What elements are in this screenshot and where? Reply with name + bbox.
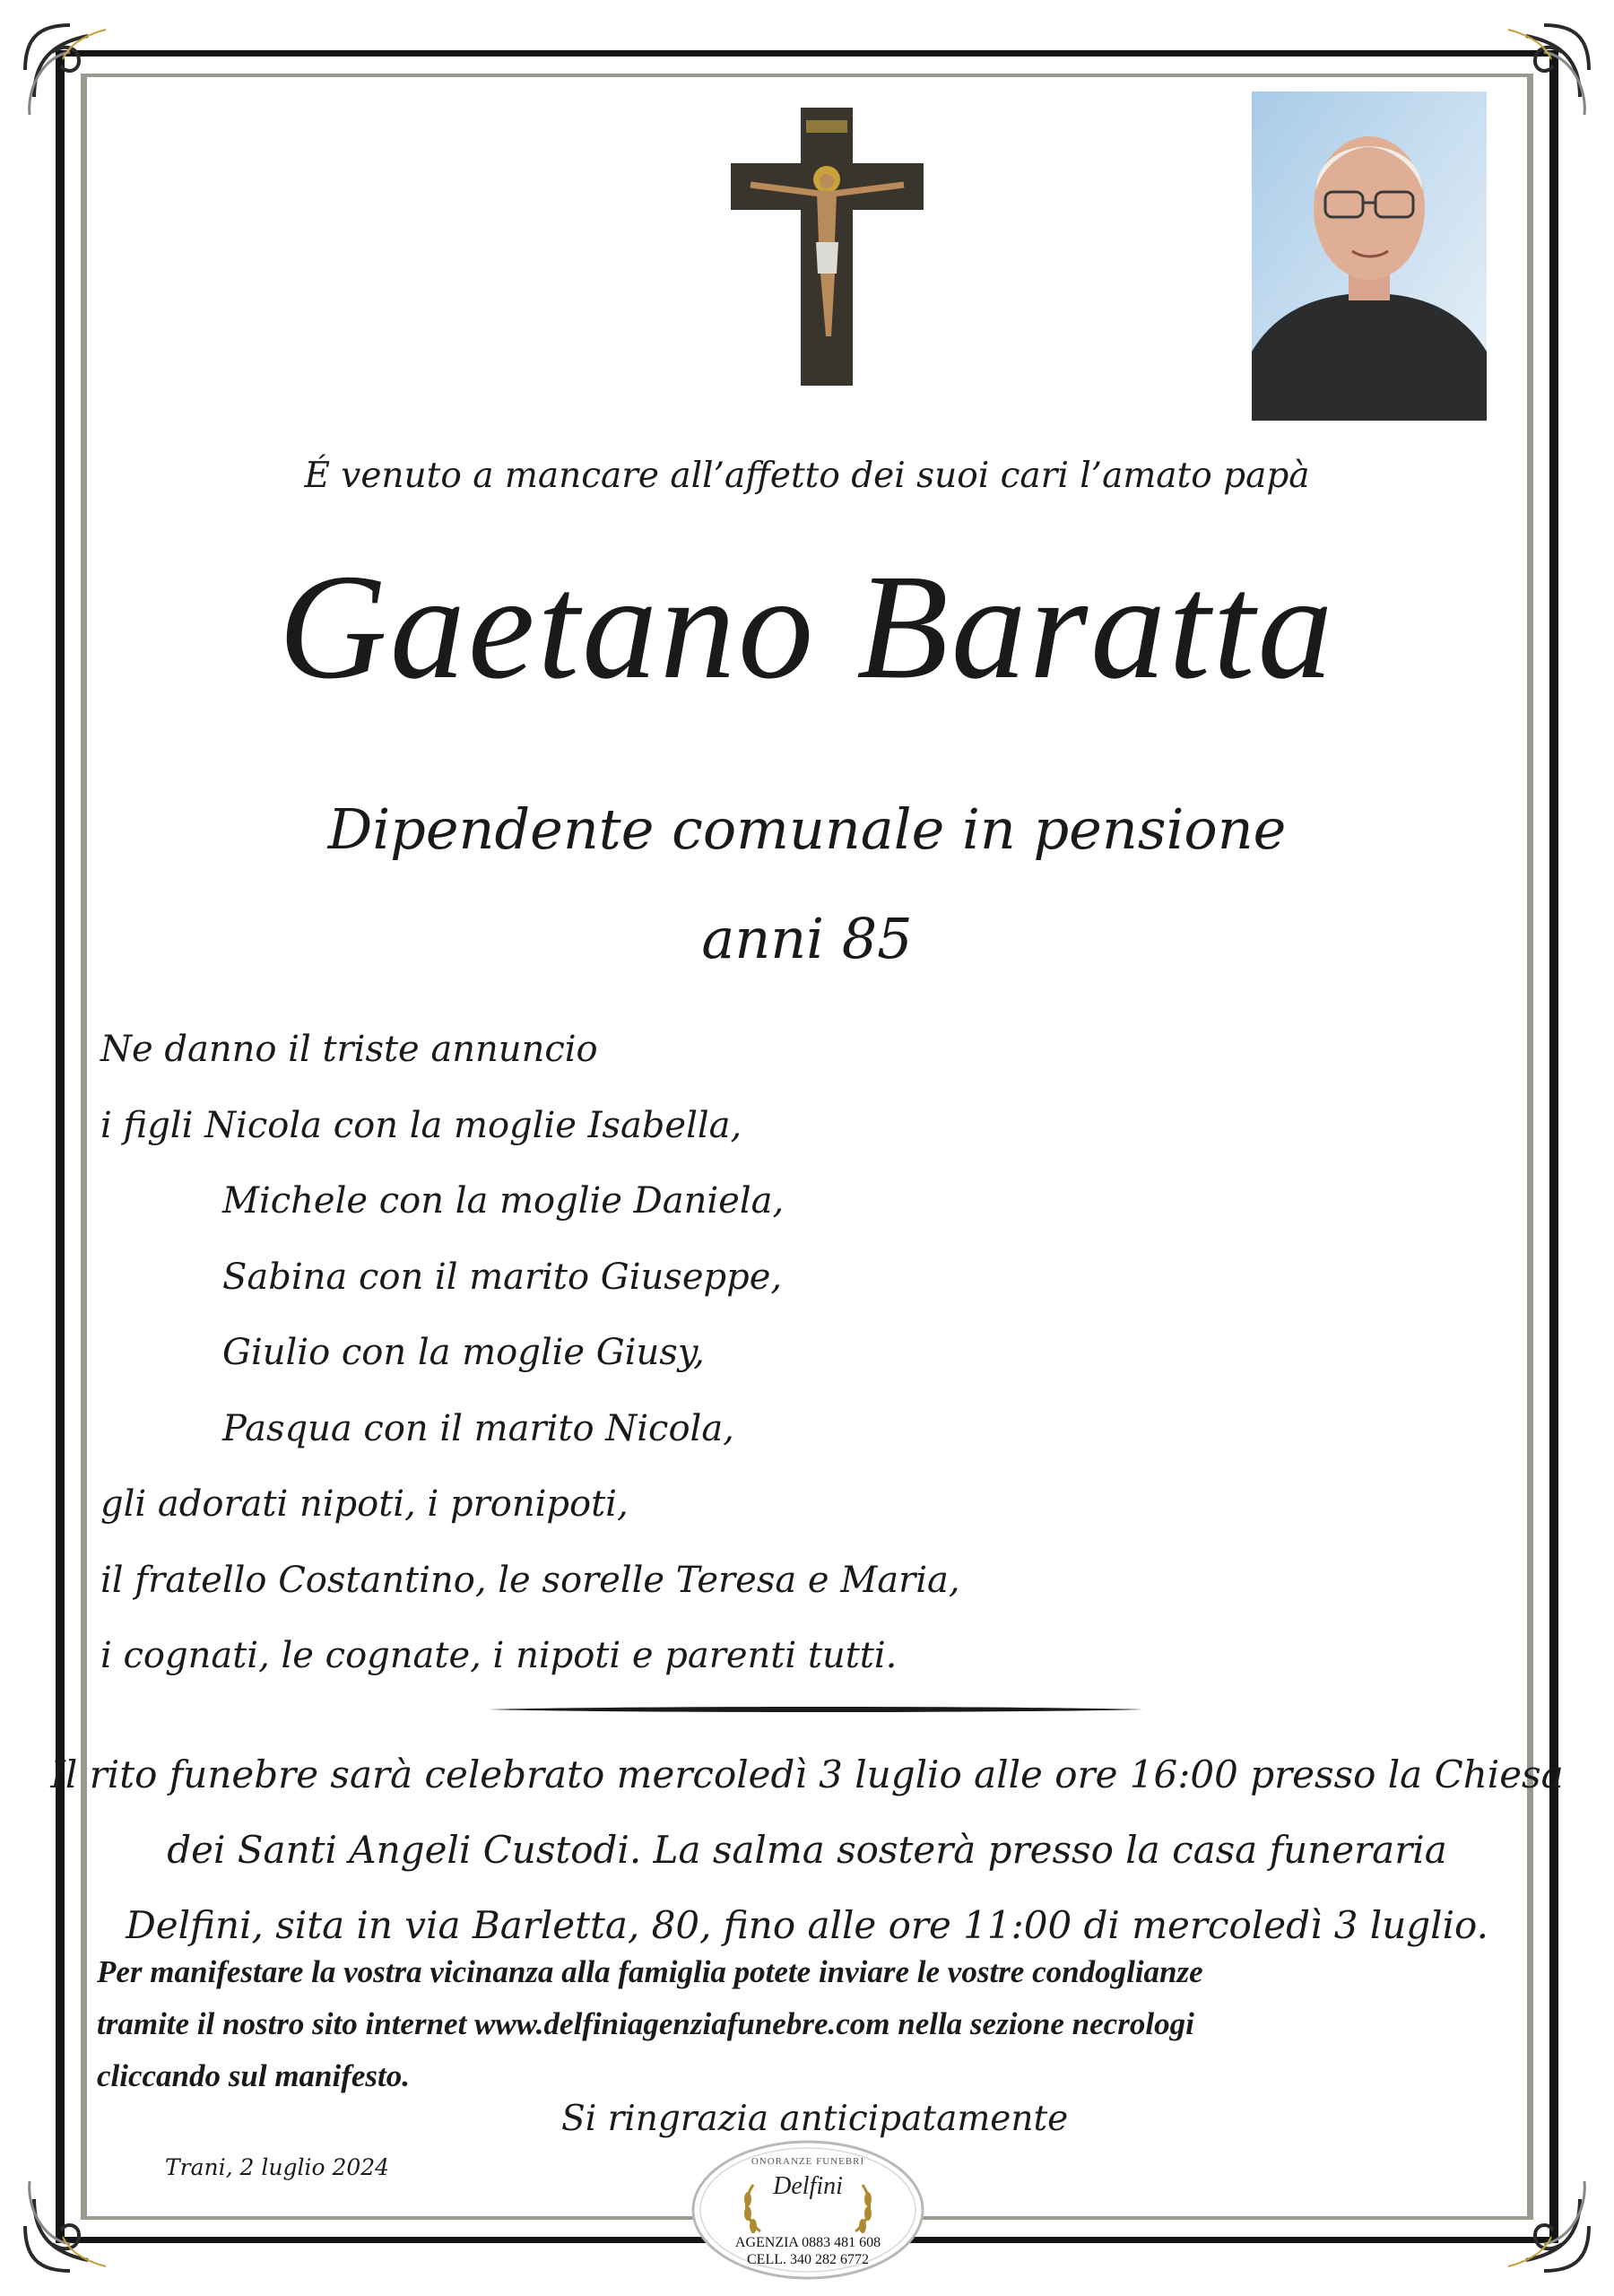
agency-brand: Delfini <box>773 2172 843 2200</box>
agency-logo <box>689 2138 927 2282</box>
intro-text: É venuto a mancare all’affetto dei suoi cari l’amato papà <box>304 456 1310 496</box>
condolences-line: tramite il nostro sito internet www.delfiniagenziafunebre.com nella sezione necrologi <box>97 2006 1194 2041</box>
mourners-line: Giulio con la moglie Giusy, <box>222 1332 705 1373</box>
mourners-line: i cognati, le cognate, i nipoti e parenti tutti. <box>100 1635 898 1676</box>
corner-ornament-icon <box>1490 2172 1598 2280</box>
mourners-line: i figli Nicola con la moglie Isabella, <box>100 1104 742 1146</box>
agency-phone: AGENZIA 0883 481 608 <box>734 2235 881 2250</box>
thanks-text: Si ringrazia anticipatamente <box>561 2099 1069 2139</box>
corner-ornament-icon <box>16 16 124 124</box>
mourners-line: gli adorati nipoti, i pronipoti, <box>100 1483 629 1525</box>
portrait-photo <box>1252 91 1487 421</box>
agency-cell: CELL. 340 282 6772 <box>747 2252 869 2267</box>
mourners-line: Ne danno il triste annuncio <box>100 1029 598 1070</box>
divider <box>489 1704 1143 1715</box>
condolences-note <box>97 1946 1532 2102</box>
corner-ornament-icon <box>1490 16 1598 124</box>
funeral-details <box>0 1737 1614 1963</box>
deceased-role: Dipendente comunale in pensione <box>327 796 1287 862</box>
crucifix-icon <box>731 108 924 386</box>
funeral-line: Delfini, sita in via Barletta, 80, fino alle ore 11:00 di mercoledì 3 luglio. <box>126 1903 1488 1947</box>
mourners-line: Pasqua con il marito Nicola, <box>222 1407 734 1449</box>
condolences-line: cliccando sul manifesto. <box>97 2058 411 2093</box>
mourners-line: il fratello Costantino, le sorelle Teresa e Maria, <box>100 1559 960 1601</box>
deceased-age: anni 85 <box>701 906 913 971</box>
funeral-line: Il rito funebre sarà celebrato mercoledì 3 luglio alle ore 16:00 presso la Chiesa <box>50 1752 1564 1796</box>
agency-tagline: ONORANZE FUNEBRI <box>751 2156 865 2167</box>
mourners-line: Michele con la moglie Daniela, <box>222 1180 785 1222</box>
deceased-name: Gaetano Baratta <box>278 544 1336 710</box>
mourners-list <box>100 1012 960 1694</box>
condolences-line: Per manifestare la vostra vicinanza alla famiglia potete inviare le vostre condoglianze <box>97 1954 1203 1989</box>
corner-ornament-icon <box>16 2172 124 2280</box>
funeral-line: dei Santi Angeli Custodi. La salma sosterà presso la casa funeraria <box>167 1828 1447 1872</box>
place-date: Trani, 2 luglio 2024 <box>165 2154 390 2180</box>
mourners-line: Sabina con il marito Giuseppe, <box>222 1256 783 1298</box>
